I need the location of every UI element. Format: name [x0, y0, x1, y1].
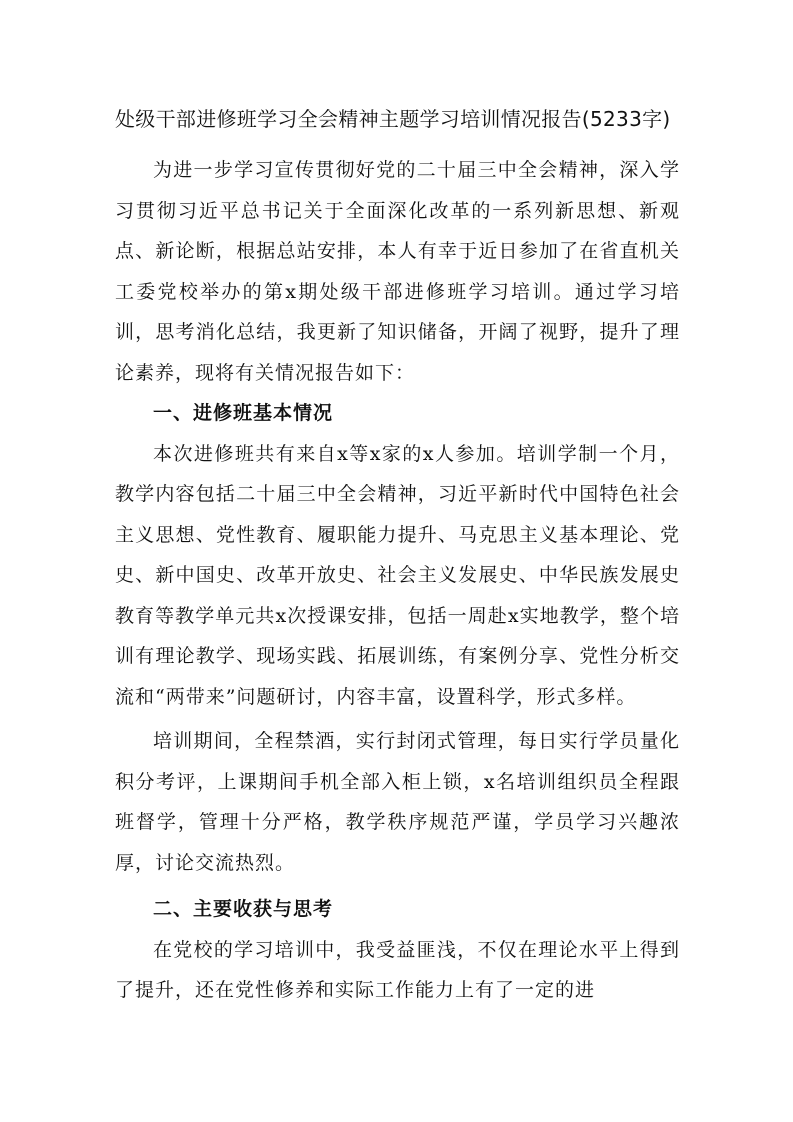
document-page: [115, 100, 680, 1011]
gains-paragraph-1: 在党校的学习培训中，我受益匪浅，不仅在理论水平上得到了提升，还在党性修养和实际工作能力上有了一定的进: [115, 938, 680, 1001]
section-heading-basic-info: 一、进修班基本情况: [153, 402, 334, 424]
section-heading-gains: 二、主要收获与思考: [153, 898, 334, 920]
document-title: 处级干部进修班学习全会精神主题学习培训情况报告(5233字): [115, 107, 671, 131]
basic-info-paragraph-1: 本次进修班共有来自x等x家的x人参加。培训学制一个月，教学内容包括二十届三中全会精神，习近平新时代中国特色社会主义思想、党性教育、履职能力提升、马克思主义基本理论、党史、新中国史、改革开放史、社会主义发展史、中华民族发展史教育等教学单元共x次授课安排，包括一周赴x实地教学，整个培训有理论教学、现场实践、拓展训练，有案例分享、党性分析交流和“两带来”问题研讨，内容丰富，设置科学，形式多样。: [115, 442, 680, 708]
intro-paragraph: 为进一步学习宣传贯彻好党的二十届三中全会精神，深入学习贯彻习近平总书记关于全面深化改革的一系列新思想、新观点、新论断，根据总站安排，本人有幸于近日参加了在省直机关工委党校举办的第x期处级干部进修班学习培训。通过学习培训，思考消化总结，我更新了知识储备，开阔了视野，提升了理论素养，现将有关情况报告如下：: [115, 159, 680, 384]
basic-info-paragraph-2: 培训期间，全程禁酒，实行封闭式管理，每日实行学员量化积分考评，上课期间手机全部入柜上锁，x名培训组织员全程跟班督学，管理十分严格，教学秩序规范严谨，学员学习兴趣浓厚，讨论交流热烈。: [115, 730, 680, 874]
